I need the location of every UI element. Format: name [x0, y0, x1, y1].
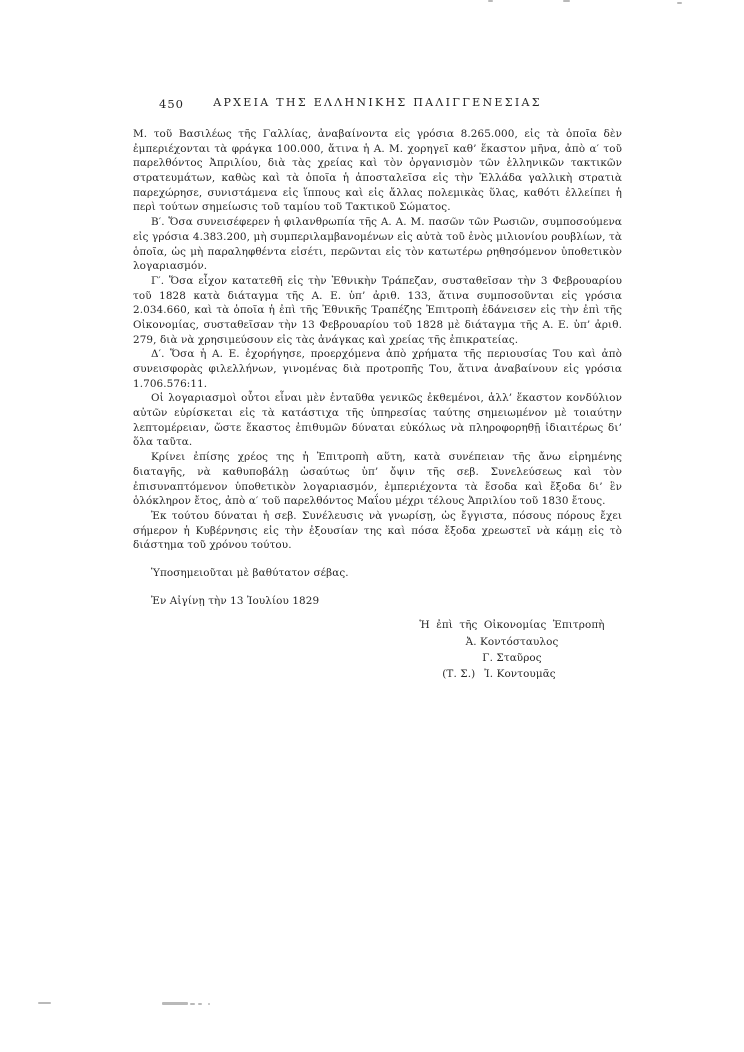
body-paragraph: Γ′. Ὅσα εἶχον κατατεθῆ εἰς τὴν Ἐθνικὴν Τράπεζαν, συσταθεῖσαν τὴν 3 Φεβρουαρίου τοῦ 1828 κατὰ διάταγμα τῆς Α. Ε. ὑπ’ ἀριθ. 133, ἅτινα συμποσοῦνται εἰς γρόσια 2.034.660, καὶ τὰ ὁποῖα ἡ ἐπὶ τῆς Ἐθνικῆς Τραπέζης Ἐπιτροπὴ ἐδάνεισεν εἰς τὴν ἐπὶ τῆς Οἰκονομίας, συσταθεῖσαν τὴν 13 Φεβρουαρίου τοῦ 1828 μὲ διάταγμα τῆς Α. Ε. ὑπ’ ἀριθ. 279, διὰ νὰ χρησιμεύσουν εἰς τὰς ἀνάγκας καὶ χρείας τῆς ἐπικρατείας.	[133, 274, 622, 346]
signature-member-with-seal	[381, 666, 617, 682]
closing-respect-line: Ὑποσημειοῦται μὲ βαθύτατον σέβας.	[151, 566, 349, 579]
body-paragraph: Μ. τοῦ Βασιλέως τῆς Γαλλίας, ἀναβαίνοντα εἰς γρόσια 8.265.000, εἰς τὰ ὁποῖα δὲν ἐμπεριέχονται τὰ φράγκα 100.000, ἅτινα ἡ Α. Μ. χορηγεῖ καθ’ ἕκαστον μῆνα, ἀπὸ α′ τοῦ παρελθόντος Ἀπριλίου, διὰ τὰς χρείας καὶ τὸν ὀργανισμὸν τῶν ἑλληνικῶν τακτικῶν στρατευμάτων, καθὼς καὶ τὰ ὁποῖα ἡ ἀποσταλεῖσα εἰς τὴν Ἑλλάδα γαλλικὴ στρατιὰ παρεχώρησε, συνιστάμενα εἰς ἵππους καὶ εἰς ἄλλας πολεμικὰς ὕλας, καθότι ἐλλείπει ἡ περὶ τούτων σημείωσις τοῦ ταμίου τοῦ Τακτικοῦ Σώματος.	[133, 128, 622, 214]
document-body	[133, 127, 622, 682]
header-title: ΑΡΧΕΙΑ ΤΗΣ ΕΛΛΗΝΙΚΗΣ ΠΑΛΙΓΓΕΝΕΣΙΑΣ	[213, 96, 542, 109]
scan-artifact	[677, 2, 682, 4]
scan-artifact	[208, 1003, 210, 1005]
signature-member: Γ. Σταῦρος	[482, 651, 542, 664]
body-paragraph: Ἐκ τούτου δύναται ἡ σεβ. Συνέλευσις νὰ γνωρίσῃ, ὡς ἔγγιστα, πόσους πόρους ἔχει σήμερον ἡ Κυβέρνησις εἰς τὴν ἐξουσίαν της καὶ πόσα ἔξοδα χρεωστεῖ νὰ κάμῃ εἰς τὸ διάστημα τοῦ χρόνου τούτου.	[133, 509, 622, 552]
scan-artifact	[190, 1003, 195, 1005]
signature-member: Ἰ. Κοντουμᾶς	[484, 667, 556, 680]
dateline: Ἐν Αἰγίνῃ τὴν 13 Ἰουλίου 1829	[151, 594, 320, 607]
scan-artifact	[162, 1002, 188, 1005]
body-paragraph: Β′. Ὅσα συνεισέφερεν ἡ φιλανθρωπία τῆς Α. Α. Μ. πασῶν τῶν Ρωσιῶν, συμποσούμενα εἰς γρόσια 4.383.200, μὴ συμπεριλαμβανομένων εἰς αὐτὰ τοῦ ἑνὸς μιλιονίου ρουβλίων, τὰ ὁποῖα, ὡς μὴ παραληφθέντα εἰσέτι, περῶνται εἰς τὸν κατωτέρω ρηθησόμενον ὑποθετικὸν λογαριασμόν.	[133, 216, 622, 273]
signature-committee: Ἡ ἐπὶ τῆς Οἰκονομίας Ἐπιτροπὴ	[419, 619, 605, 632]
running-head	[133, 96, 622, 112]
scan-artifact	[198, 1003, 202, 1005]
scan-artifact	[563, 0, 570, 2]
body-paragraph: Δ′. Ὅσα ἡ Α. Ε. ἐχορήγησε, προερχόμενα ἀπὸ χρήματα τῆς περιουσίας Του καὶ ἀπὸ συνεισφορὰς φιλελλήνων, γινομένας διὰ προτροπῆς Του, ἅτινα ἀναβαίνουν εἰς γρόσια 1.706.576:11.	[133, 348, 622, 390]
signature-member: Ἀ. Κοντόσταυλος	[465, 635, 559, 648]
body-paragraph: Κρίνει ἐπίσης χρέος της ἡ Ἐπιτροπὴ αὕτη, κατὰ συνέπειαν τῆς ἄνω εἰρημένης διαταγῆς, νὰ καθυποβάλῃ ὡσαύτως ὑπ’ ὄψιν τῆς σεβ. Συνελεύσεως καὶ τὸν ἐπισυναπτόμενον ὑποθετικὸν λογαριασμόν, ἐμπεριέχοντα τὰ ἔσοδα καὶ ἔξοδα δι’ ἓν ὁλόκληρον ἔτος, ἀπὸ α′ τοῦ παρελθόντος Μαΐου μέχρι τέλους Ἀπριλίου τοῦ 1830 ἔτους.	[133, 451, 622, 508]
signature-block	[394, 617, 630, 682]
seal-notation: (Τ. Σ.)	[442, 667, 476, 680]
scan-artifact	[38, 1002, 51, 1004]
body-paragraph: Οἱ λογαριασμοὶ οὗτοι εἶναι μὲν ἐνταῦθα γενικῶς ἐκθεμένοι, ἀλλ’ ἕκαστον κονδύλιον αὐτῶν εὑρίσκεται εἰς τὰ κατάστιχα τῆς ὑπηρεσίας ταύτης σημειωμένον μὲ τοιαύτην λεπτομέρειαν, ὥστε ἕκαστος ἐπιθυμῶν δύναται εὐκόλως νὰ πληροφορηθῇ ἰδιαιτέρως δι’ ὅλα ταῦτα.	[133, 392, 622, 449]
page-number: 450	[159, 97, 184, 111]
scan-artifact	[488, 0, 493, 2]
